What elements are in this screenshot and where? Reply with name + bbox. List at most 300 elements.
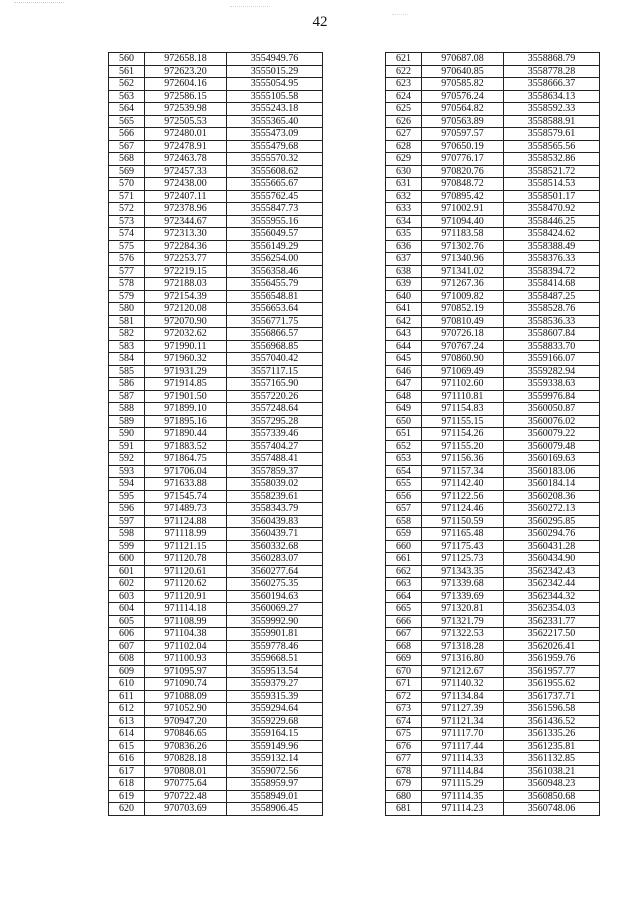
x-coordinate-cell: 972070.90 xyxy=(145,315,227,328)
y-coordinate-cell: 3562354.03 xyxy=(504,603,600,616)
point-number-cell: 617 xyxy=(109,765,145,778)
point-number-cell: 653 xyxy=(386,453,422,466)
table-row xyxy=(109,365,323,378)
y-coordinate-cell: 3558039.02 xyxy=(227,478,323,491)
table-row xyxy=(386,778,600,791)
y-coordinate-cell: 3560283.07 xyxy=(227,553,323,566)
y-coordinate-cell: 3555847.73 xyxy=(227,203,323,216)
x-coordinate-cell: 972120.08 xyxy=(145,303,227,316)
x-coordinate-cell: 971339.69 xyxy=(422,590,504,603)
point-number-cell: 647 xyxy=(386,378,422,391)
table-row xyxy=(109,178,323,191)
y-coordinate-cell: 3561957.77 xyxy=(504,665,600,678)
point-number-cell: 607 xyxy=(109,640,145,653)
table-row xyxy=(109,453,323,466)
table-row xyxy=(109,565,323,578)
point-number-cell: 652 xyxy=(386,440,422,453)
x-coordinate-cell: 972480.01 xyxy=(145,128,227,141)
x-coordinate-cell: 970820.76 xyxy=(422,165,504,178)
y-coordinate-cell: 3562217.50 xyxy=(504,628,600,641)
y-coordinate-cell: 3555479.68 xyxy=(227,140,323,153)
x-coordinate-cell: 972586.15 xyxy=(145,90,227,103)
point-number-cell: 578 xyxy=(109,278,145,291)
table-row xyxy=(386,365,600,378)
x-coordinate-cell: 972154.39 xyxy=(145,290,227,303)
point-number-cell: 606 xyxy=(109,628,145,641)
y-coordinate-cell: 3558514.53 xyxy=(504,178,600,191)
x-coordinate-cell: 971122.56 xyxy=(422,490,504,503)
table-row xyxy=(386,253,600,266)
table-row xyxy=(109,678,323,691)
table-row xyxy=(109,303,323,316)
point-number-cell: 625 xyxy=(386,103,422,116)
point-number-cell: 601 xyxy=(109,565,145,578)
table-row xyxy=(386,128,600,141)
x-coordinate-cell: 971110.81 xyxy=(422,390,504,403)
table-row xyxy=(386,453,600,466)
point-number-cell: 608 xyxy=(109,653,145,666)
table-row xyxy=(386,515,600,528)
x-coordinate-cell: 971108.99 xyxy=(145,615,227,628)
y-coordinate-cell: 3556254.00 xyxy=(227,253,323,266)
point-number-cell: 680 xyxy=(386,790,422,803)
table-row xyxy=(386,503,600,516)
x-coordinate-cell: 972539.98 xyxy=(145,103,227,116)
x-coordinate-cell: 970767.24 xyxy=(422,340,504,353)
y-coordinate-cell: 3556866.57 xyxy=(227,328,323,341)
point-number-cell: 584 xyxy=(109,353,145,366)
y-coordinate-cell: 3561596.58 xyxy=(504,703,600,716)
y-coordinate-cell: 3556771.75 xyxy=(227,315,323,328)
point-number-cell: 594 xyxy=(109,478,145,491)
table-row xyxy=(386,490,600,503)
table-row xyxy=(109,390,323,403)
point-number-cell: 622 xyxy=(386,65,422,78)
y-coordinate-cell: 3557040.42 xyxy=(227,353,323,366)
x-coordinate-cell: 972219.15 xyxy=(145,265,227,278)
table-row xyxy=(386,640,600,653)
table-row xyxy=(386,78,600,91)
y-coordinate-cell: 3559294.64 xyxy=(227,703,323,716)
point-number-cell: 605 xyxy=(109,615,145,628)
x-coordinate-cell: 971125.73 xyxy=(422,553,504,566)
x-coordinate-cell: 971175.43 xyxy=(422,540,504,553)
point-number-cell: 627 xyxy=(386,128,422,141)
point-number-cell: 610 xyxy=(109,678,145,691)
y-coordinate-cell: 3559164.15 xyxy=(227,728,323,741)
x-coordinate-cell: 970775.64 xyxy=(145,778,227,791)
table-row xyxy=(386,428,600,441)
table-row xyxy=(386,578,600,591)
table-row xyxy=(386,565,600,578)
point-number-cell: 583 xyxy=(109,340,145,353)
table-row xyxy=(386,790,600,803)
x-coordinate-cell: 970576.24 xyxy=(422,90,504,103)
x-coordinate-cell: 972604.16 xyxy=(145,78,227,91)
table-row xyxy=(386,278,600,291)
y-coordinate-cell: 3557488.41 xyxy=(227,453,323,466)
y-coordinate-cell: 3559132.14 xyxy=(227,753,323,766)
table-row xyxy=(386,203,600,216)
x-coordinate-cell: 971157.34 xyxy=(422,465,504,478)
coordinate-table-right xyxy=(385,52,600,816)
x-coordinate-cell: 972463.78 xyxy=(145,153,227,166)
point-number-cell: 593 xyxy=(109,465,145,478)
point-number-cell: 659 xyxy=(386,528,422,541)
y-coordinate-cell: 3558501.17 xyxy=(504,190,600,203)
x-coordinate-cell: 971002.91 xyxy=(422,203,504,216)
point-number-cell: 667 xyxy=(386,628,422,641)
table-row xyxy=(386,103,600,116)
table-row xyxy=(109,665,323,678)
point-number-cell: 674 xyxy=(386,715,422,728)
x-coordinate-cell: 970848.72 xyxy=(422,178,504,191)
y-coordinate-cell: 3557220.26 xyxy=(227,390,323,403)
point-number-cell: 669 xyxy=(386,653,422,666)
x-coordinate-cell: 971117.70 xyxy=(422,728,504,741)
point-number-cell: 599 xyxy=(109,540,145,553)
table-row xyxy=(386,703,600,716)
x-coordinate-cell: 971990.11 xyxy=(145,340,227,353)
y-coordinate-cell: 3558666.37 xyxy=(504,78,600,91)
table-row xyxy=(386,315,600,328)
point-number-cell: 672 xyxy=(386,690,422,703)
table-row xyxy=(386,328,600,341)
x-coordinate-cell: 971706.04 xyxy=(145,465,227,478)
x-coordinate-cell: 970687.08 xyxy=(422,53,504,66)
point-number-cell: 582 xyxy=(109,328,145,341)
point-number-cell: 575 xyxy=(109,240,145,253)
x-coordinate-cell: 971102.60 xyxy=(422,378,504,391)
point-number-cell: 660 xyxy=(386,540,422,553)
point-number-cell: 638 xyxy=(386,265,422,278)
x-coordinate-cell: 971150.59 xyxy=(422,515,504,528)
y-coordinate-cell: 3560169.63 xyxy=(504,453,600,466)
point-number-cell: 600 xyxy=(109,553,145,566)
point-number-cell: 648 xyxy=(386,390,422,403)
y-coordinate-cell: 3560076.02 xyxy=(504,415,600,428)
point-number-cell: 563 xyxy=(109,90,145,103)
x-coordinate-cell: 971901.50 xyxy=(145,390,227,403)
table-row xyxy=(386,553,600,566)
x-coordinate-cell: 971633.88 xyxy=(145,478,227,491)
y-coordinate-cell: 3560748.06 xyxy=(504,803,600,816)
point-number-cell: 656 xyxy=(386,490,422,503)
table-row xyxy=(109,265,323,278)
table-row xyxy=(109,340,323,353)
y-coordinate-cell: 3560439.83 xyxy=(227,515,323,528)
point-number-cell: 665 xyxy=(386,603,422,616)
table-row xyxy=(386,603,600,616)
y-coordinate-cell: 3562331.77 xyxy=(504,615,600,628)
y-coordinate-cell: 3557117.15 xyxy=(227,365,323,378)
y-coordinate-cell: 3561959.76 xyxy=(504,653,600,666)
y-coordinate-cell: 3558343.79 xyxy=(227,503,323,516)
x-coordinate-cell: 972313.30 xyxy=(145,228,227,241)
table-row xyxy=(386,665,600,678)
y-coordinate-cell: 3562342.43 xyxy=(504,565,600,578)
x-coordinate-cell: 971155.20 xyxy=(422,440,504,453)
point-number-cell: 651 xyxy=(386,428,422,441)
point-number-cell: 675 xyxy=(386,728,422,741)
x-coordinate-cell: 971117.44 xyxy=(422,740,504,753)
table-row xyxy=(109,78,323,91)
x-coordinate-cell: 971115.29 xyxy=(422,778,504,791)
point-number-cell: 574 xyxy=(109,228,145,241)
point-number-cell: 670 xyxy=(386,665,422,678)
table-row xyxy=(109,203,323,216)
y-coordinate-cell: 3560439.71 xyxy=(227,528,323,541)
table-row xyxy=(109,215,323,228)
x-coordinate-cell: 971302.76 xyxy=(422,240,504,253)
table-row xyxy=(386,215,600,228)
y-coordinate-cell: 3559901.81 xyxy=(227,628,323,641)
y-coordinate-cell: 3555015.29 xyxy=(227,65,323,78)
y-coordinate-cell: 3560277.64 xyxy=(227,565,323,578)
table-row xyxy=(109,715,323,728)
y-coordinate-cell: 3555762.45 xyxy=(227,190,323,203)
y-coordinate-cell: 3559072.56 xyxy=(227,765,323,778)
point-number-cell: 676 xyxy=(386,740,422,753)
x-coordinate-cell: 971339.68 xyxy=(422,578,504,591)
point-number-cell: 587 xyxy=(109,390,145,403)
table-row xyxy=(386,165,600,178)
x-coordinate-cell: 971883.52 xyxy=(145,440,227,453)
point-number-cell: 573 xyxy=(109,215,145,228)
y-coordinate-cell: 3558959.97 xyxy=(227,778,323,791)
y-coordinate-cell: 3558239.61 xyxy=(227,490,323,503)
point-number-cell: 661 xyxy=(386,553,422,566)
y-coordinate-cell: 3556049.57 xyxy=(227,228,323,241)
table-row xyxy=(109,640,323,653)
table-row xyxy=(109,115,323,128)
y-coordinate-cell: 3555243.18 xyxy=(227,103,323,116)
y-coordinate-cell: 3560184.14 xyxy=(504,478,600,491)
point-number-cell: 621 xyxy=(386,53,422,66)
point-number-cell: 603 xyxy=(109,590,145,603)
x-coordinate-cell: 971341.02 xyxy=(422,265,504,278)
table-row xyxy=(386,303,600,316)
y-coordinate-cell: 3557339.46 xyxy=(227,428,323,441)
table-row xyxy=(109,603,323,616)
point-number-cell: 613 xyxy=(109,715,145,728)
x-coordinate-cell: 970703.69 xyxy=(145,803,227,816)
y-coordinate-cell: 3559976.84 xyxy=(504,390,600,403)
y-coordinate-cell: 3555105.58 xyxy=(227,90,323,103)
y-coordinate-cell: 3560431.28 xyxy=(504,540,600,553)
point-number-cell: 641 xyxy=(386,303,422,316)
table-row xyxy=(109,278,323,291)
x-coordinate-cell: 970895.42 xyxy=(422,190,504,203)
x-coordinate-cell: 971114.84 xyxy=(422,765,504,778)
point-number-cell: 615 xyxy=(109,740,145,753)
y-coordinate-cell: 3558487.25 xyxy=(504,290,600,303)
x-coordinate-cell: 971895.16 xyxy=(145,415,227,428)
table-row xyxy=(109,353,323,366)
table-row xyxy=(109,328,323,341)
table-row xyxy=(386,803,600,816)
x-coordinate-cell: 971120.78 xyxy=(145,553,227,566)
point-number-cell: 609 xyxy=(109,665,145,678)
point-number-cell: 602 xyxy=(109,578,145,591)
x-coordinate-cell: 971120.91 xyxy=(145,590,227,603)
point-number-cell: 564 xyxy=(109,103,145,116)
point-number-cell: 630 xyxy=(386,165,422,178)
point-number-cell: 590 xyxy=(109,428,145,441)
x-coordinate-cell: 972658.18 xyxy=(145,53,227,66)
point-number-cell: 629 xyxy=(386,153,422,166)
y-coordinate-cell: 3559379.27 xyxy=(227,678,323,691)
y-coordinate-cell: 3557404.27 xyxy=(227,440,323,453)
table-row xyxy=(109,553,323,566)
point-number-cell: 597 xyxy=(109,515,145,528)
point-number-cell: 581 xyxy=(109,315,145,328)
point-number-cell: 611 xyxy=(109,690,145,703)
x-coordinate-cell: 970828.18 xyxy=(145,753,227,766)
y-coordinate-cell: 3558906.45 xyxy=(227,803,323,816)
y-coordinate-cell: 3558607.84 xyxy=(504,328,600,341)
x-coordinate-cell: 971165.48 xyxy=(422,528,504,541)
table-row xyxy=(109,803,323,816)
x-coordinate-cell: 971094.40 xyxy=(422,215,504,228)
point-number-cell: 657 xyxy=(386,503,422,516)
point-number-cell: 591 xyxy=(109,440,145,453)
y-coordinate-cell: 3562026.41 xyxy=(504,640,600,653)
y-coordinate-cell: 3557295.28 xyxy=(227,415,323,428)
point-number-cell: 619 xyxy=(109,790,145,803)
x-coordinate-cell: 971134.84 xyxy=(422,690,504,703)
table-row xyxy=(109,628,323,641)
y-coordinate-cell: 3558949.01 xyxy=(227,790,323,803)
table-row xyxy=(109,703,323,716)
point-number-cell: 566 xyxy=(109,128,145,141)
table-row xyxy=(386,615,600,628)
table-row xyxy=(109,403,323,416)
y-coordinate-cell: 3560272.13 xyxy=(504,503,600,516)
y-coordinate-cell: 3555054.95 xyxy=(227,78,323,91)
point-number-cell: 567 xyxy=(109,140,145,153)
table-row xyxy=(109,515,323,528)
x-coordinate-cell: 971212.67 xyxy=(422,665,504,678)
x-coordinate-cell: 971321.79 xyxy=(422,615,504,628)
point-number-cell: 681 xyxy=(386,803,422,816)
point-number-cell: 598 xyxy=(109,528,145,541)
table-row xyxy=(386,403,600,416)
x-coordinate-cell: 971118.99 xyxy=(145,528,227,541)
table-row xyxy=(109,478,323,491)
point-number-cell: 650 xyxy=(386,415,422,428)
point-number-cell: 666 xyxy=(386,615,422,628)
x-coordinate-cell: 970597.57 xyxy=(422,128,504,141)
point-number-cell: 604 xyxy=(109,603,145,616)
x-coordinate-cell: 972253.77 xyxy=(145,253,227,266)
y-coordinate-cell: 3557248.64 xyxy=(227,403,323,416)
scan-artifact xyxy=(14,2,64,13)
x-coordinate-cell: 972032.62 xyxy=(145,328,227,341)
table-row xyxy=(109,503,323,516)
x-coordinate-cell: 971114.23 xyxy=(422,803,504,816)
table-row xyxy=(386,478,600,491)
table-row xyxy=(109,740,323,753)
table-row xyxy=(109,165,323,178)
x-coordinate-cell: 971340.96 xyxy=(422,253,504,266)
table-row xyxy=(386,190,600,203)
coordinate-table-left xyxy=(108,52,323,816)
table-row xyxy=(386,740,600,753)
point-number-cell: 623 xyxy=(386,78,422,91)
x-coordinate-cell: 970810.49 xyxy=(422,315,504,328)
table-row xyxy=(386,240,600,253)
y-coordinate-cell: 3555608.62 xyxy=(227,165,323,178)
y-coordinate-cell: 3558376.33 xyxy=(504,253,600,266)
x-coordinate-cell: 971155.15 xyxy=(422,415,504,428)
point-number-cell: 616 xyxy=(109,753,145,766)
y-coordinate-cell: 3560069.27 xyxy=(227,603,323,616)
y-coordinate-cell: 3561737.71 xyxy=(504,690,600,703)
table-row xyxy=(386,115,600,128)
x-coordinate-cell: 971318.28 xyxy=(422,640,504,653)
point-number-cell: 643 xyxy=(386,328,422,341)
point-number-cell: 631 xyxy=(386,178,422,191)
point-number-cell: 673 xyxy=(386,703,422,716)
point-number-cell: 580 xyxy=(109,303,145,316)
y-coordinate-cell: 3558388.49 xyxy=(504,240,600,253)
x-coordinate-cell: 971100.93 xyxy=(145,653,227,666)
table-row xyxy=(109,140,323,153)
point-number-cell: 588 xyxy=(109,403,145,416)
point-number-cell: 677 xyxy=(386,753,422,766)
point-number-cell: 635 xyxy=(386,228,422,241)
point-number-cell: 663 xyxy=(386,578,422,591)
point-number-cell: 562 xyxy=(109,78,145,91)
x-coordinate-cell: 971899.10 xyxy=(145,403,227,416)
table-row xyxy=(109,440,323,453)
y-coordinate-cell: 3555665.67 xyxy=(227,178,323,191)
x-coordinate-cell: 971322.53 xyxy=(422,628,504,641)
point-number-cell: 620 xyxy=(109,803,145,816)
point-number-cell: 668 xyxy=(386,640,422,653)
x-coordinate-cell: 971095.97 xyxy=(145,665,227,678)
y-coordinate-cell: 3560050.87 xyxy=(504,403,600,416)
y-coordinate-cell: 3555570.32 xyxy=(227,153,323,166)
point-number-cell: 589 xyxy=(109,415,145,428)
table-row xyxy=(386,765,600,778)
x-coordinate-cell: 971120.61 xyxy=(145,565,227,578)
table-row xyxy=(386,590,600,603)
y-coordinate-cell: 3558470.92 xyxy=(504,203,600,216)
table-row xyxy=(109,778,323,791)
point-number-cell: 612 xyxy=(109,703,145,716)
y-coordinate-cell: 3561955.62 xyxy=(504,678,600,691)
table-row xyxy=(109,103,323,116)
point-number-cell: 576 xyxy=(109,253,145,266)
table-row xyxy=(386,715,600,728)
table-row xyxy=(386,465,600,478)
table-row xyxy=(109,590,323,603)
y-coordinate-cell: 3559338.63 xyxy=(504,378,600,391)
y-coordinate-cell: 3560208.36 xyxy=(504,490,600,503)
y-coordinate-cell: 3560294.76 xyxy=(504,528,600,541)
table-row xyxy=(386,628,600,641)
point-number-cell: 571 xyxy=(109,190,145,203)
y-coordinate-cell: 3559992.90 xyxy=(227,615,323,628)
y-coordinate-cell: 3558536.33 xyxy=(504,315,600,328)
table-row xyxy=(386,678,600,691)
x-coordinate-cell: 971320.81 xyxy=(422,603,504,616)
y-coordinate-cell: 3560295.85 xyxy=(504,515,600,528)
table-row xyxy=(386,753,600,766)
y-coordinate-cell: 3558833.70 xyxy=(504,340,600,353)
